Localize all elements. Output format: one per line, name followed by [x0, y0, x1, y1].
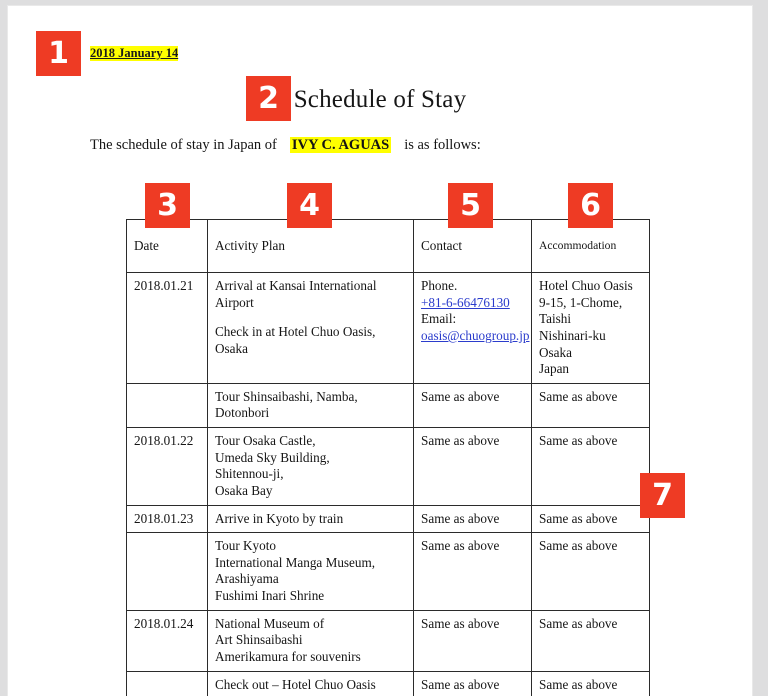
- cell-text-line: Osaka: [539, 344, 572, 360]
- cell-text-line: Amerikamura for souvenirs: [215, 648, 361, 664]
- contact-email-line: [421, 327, 530, 345]
- date-stamp: 2018 January 14: [90, 46, 179, 60]
- cell-date: 2018.01.23: [127, 505, 208, 533]
- cell-text-line: 9-15, 1-Chome,: [539, 294, 623, 310]
- cell-text-line: Umeda Sky Building,: [215, 449, 330, 465]
- cell-text-line: Arrival at Kansai International: [215, 278, 377, 293]
- cell-text-line: Tour Osaka Castle,: [215, 433, 316, 448]
- cell-text-line: Arashiyama: [215, 571, 279, 587]
- cell-date: 2018.01.22: [127, 428, 208, 506]
- cell-accommodation: Same as above: [532, 610, 650, 671]
- cell-text-line: Tour Kyoto: [215, 538, 276, 554]
- cell-activity: [208, 383, 414, 427]
- document-body: [8, 6, 752, 696]
- cell-text-line: Check in at Hotel Chuo Oasis,: [215, 324, 376, 340]
- intro-sentence: [90, 137, 481, 154]
- table-row: [127, 428, 650, 506]
- intro-suffix: is as follows:: [404, 137, 481, 153]
- table-row: [127, 610, 650, 671]
- email-link[interactable]: oasis@chuogroup.jp: [421, 327, 530, 343]
- contact-email-label: Email:: [421, 311, 457, 327]
- intro-prefix: The schedule of stay in Japan of: [90, 137, 277, 153]
- cell-accommodation: Same as above: [532, 383, 650, 427]
- cell-activity: [208, 273, 414, 384]
- table-row: [127, 273, 650, 384]
- annotation-badge-1: 1: [36, 31, 81, 76]
- cell-text-line: Osaka Bay: [215, 482, 273, 498]
- column-header-accommodation: Accommodation: [532, 220, 650, 273]
- column-header-contact: Contact: [414, 220, 532, 273]
- cell-contact: Same as above: [414, 671, 532, 696]
- cell-contact: Same as above: [414, 428, 532, 506]
- cell-accommodation: Same as above: [532, 505, 650, 533]
- annotation-badge-2: 2: [246, 76, 291, 121]
- schedule-table: [126, 219, 650, 696]
- contact-phone-label: Phone.: [421, 278, 458, 293]
- cell-text-line: Airport: [215, 294, 254, 310]
- cell-text-line: Hotel Chuo Oasis: [539, 278, 633, 293]
- document-page: [8, 6, 752, 696]
- table-row: [127, 505, 650, 533]
- cell-date: 2018.01.24: [127, 610, 208, 671]
- cell-activity: [208, 610, 414, 671]
- cell-accommodation: [532, 273, 650, 384]
- cell-text-line: Tour Shinsaibashi, Namba,: [215, 388, 358, 404]
- cell-text-line: Japan: [539, 361, 570, 377]
- cell-text-line: Fushimi Inari Shrine: [215, 588, 325, 603]
- table-row: [127, 533, 650, 611]
- cell-text-line: National Museum of: [215, 615, 325, 631]
- table-body: [127, 273, 650, 696]
- cell-activity: [208, 533, 414, 611]
- cell-text-line: Check out – Hotel Chuo Oasis: [215, 676, 376, 692]
- column-header-activity: Activity Plan: [208, 220, 414, 273]
- document-title: Schedule of Stay: [293, 86, 467, 113]
- cell-contact: Same as above: [414, 533, 532, 611]
- cell-accommodation: Same as above: [532, 533, 650, 611]
- cell-date: 2018.01.21: [127, 273, 208, 384]
- cell-text-line: Art Shinsaibashi: [215, 632, 303, 648]
- cell-contact: Same as above: [414, 505, 532, 533]
- cell-text-line: Shitennou-ji,: [215, 466, 284, 482]
- cell-text-line: International Manga Museum,: [215, 554, 376, 570]
- contact-phone-line: [421, 295, 525, 312]
- cell-text-line: Taishi: [539, 311, 572, 327]
- cell-date: [127, 383, 208, 427]
- annotation-badge-4: 4: [287, 183, 332, 228]
- annotation-badge-3: 3: [145, 183, 190, 228]
- annotation-badge-5: 5: [448, 183, 493, 228]
- cell-contact: Same as above: [414, 610, 532, 671]
- cell-date: [127, 533, 208, 611]
- cell-text-line: Arrive in Kyoto by train: [215, 510, 344, 526]
- cell-accommodation: Same as above: [532, 671, 650, 696]
- cell-spacer: [215, 311, 407, 324]
- phone-link[interactable]: +81-6-66476130: [421, 294, 510, 310]
- cell-activity: [208, 671, 414, 696]
- column-header-date: Date: [127, 220, 208, 273]
- annotation-badge-7: 7: [640, 473, 685, 518]
- traveler-name: IVY C. AGUAS: [291, 137, 390, 153]
- cell-activity: [208, 428, 414, 506]
- cell-accommodation: Same as above: [532, 428, 650, 506]
- cell-contact: Same as above: [414, 383, 532, 427]
- cell-date: [127, 671, 208, 696]
- cell-text-line: Dotonbori: [215, 405, 270, 421]
- cell-text-line: Nishinari-ku: [539, 327, 606, 343]
- cell-activity: [208, 505, 414, 533]
- cell-contact: [414, 273, 532, 384]
- cell-text-line: Osaka: [215, 340, 248, 356]
- annotation-badge-6: 6: [568, 183, 613, 228]
- table-row: [127, 383, 650, 427]
- table-row: [127, 671, 650, 696]
